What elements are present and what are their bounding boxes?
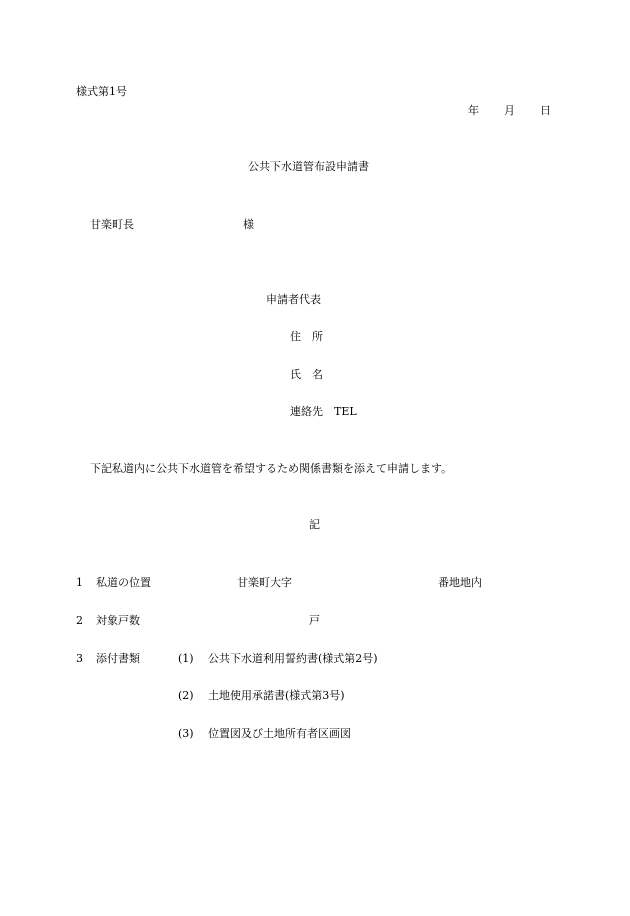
- item3-number: 3: [76, 652, 83, 665]
- item1-number: 1: [76, 576, 83, 589]
- contact-label: 連絡先 TEL: [290, 405, 357, 418]
- item2-unit: 戸: [309, 614, 320, 627]
- item2-number: 2: [76, 614, 83, 627]
- document-title: 公共下水道管布設申請書: [248, 160, 369, 173]
- date-month: 月: [504, 104, 515, 117]
- addressee-honorific: 様: [243, 218, 254, 231]
- attachment-text: 位置図及び土地所有者区画図: [208, 727, 351, 740]
- attachment-text: 公共下水道利用誓約書(様式第2号): [208, 652, 378, 665]
- ki-heading: 記: [309, 518, 320, 531]
- name-label: 氏 名: [290, 368, 323, 381]
- attachment-index: (1): [178, 652, 194, 665]
- date-day: 日: [540, 104, 551, 117]
- date-year: 年: [468, 104, 479, 117]
- form-number: 様式第1号: [76, 85, 127, 98]
- item1-label: 私道の位置: [96, 576, 151, 589]
- item3-label: 添付書類: [96, 652, 140, 665]
- item2-label: 対象戸数: [96, 614, 140, 627]
- applicant-heading: 申請者代表: [266, 293, 321, 306]
- item1-suffix: 番地地内: [438, 576, 482, 589]
- body-text: 下記私道内に公共下水道管を希望するため関係書類を添えて申請します。: [90, 462, 453, 475]
- item1-town: 甘楽町大字: [237, 576, 292, 589]
- attachment-text: 土地使用承諾書(様式第3号): [208, 689, 345, 702]
- attachment-index: (2): [178, 689, 194, 702]
- attachment-index: (3): [178, 727, 194, 740]
- addressee-name: 甘楽町長: [90, 218, 134, 231]
- address-label: 住 所: [290, 330, 323, 343]
